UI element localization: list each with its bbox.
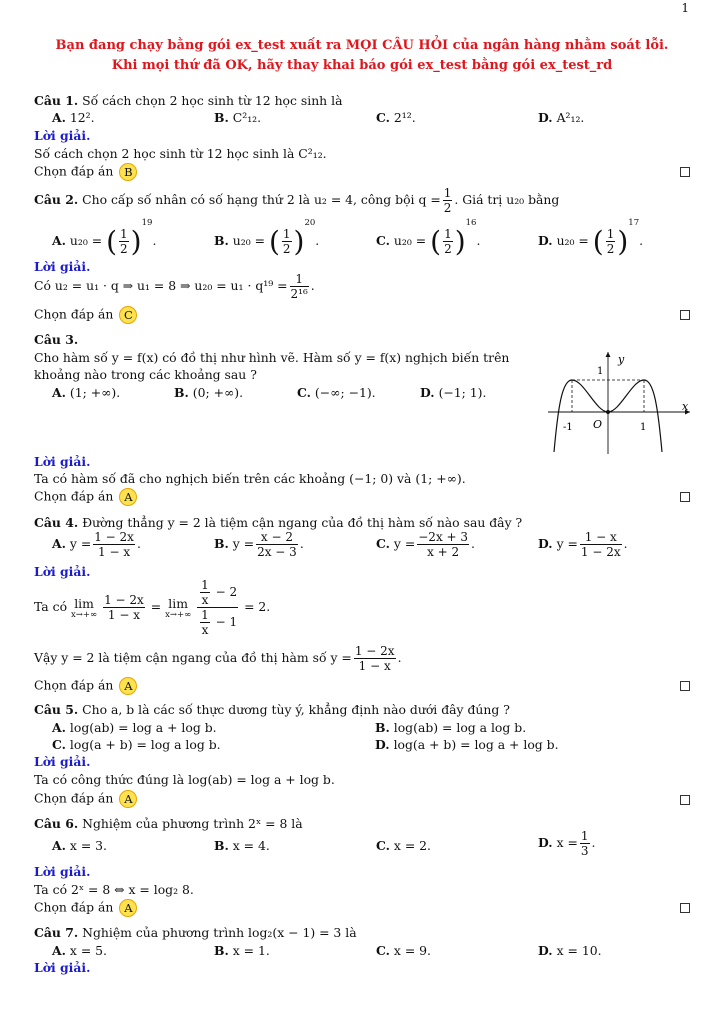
option-b: B. x = 1. xyxy=(214,943,270,958)
warning-line-2: Khi mọi thứ đã OK, hãy thay khai báo gói ex_test bằng gói ex_test_rd xyxy=(111,58,613,73)
option-a: A. (1; +∞). xyxy=(52,385,121,400)
option-d: D. A²₁₂. xyxy=(538,110,585,125)
solution-label: Lời giải. xyxy=(34,564,91,579)
question-6-stem: Câu 6. Nghiệm của phương trình 2ˣ = 8 là xyxy=(34,816,303,831)
answer-line: Chọn đáp án A xyxy=(34,488,137,506)
option-a: A. x = 5. xyxy=(52,943,107,958)
warning-line-1: Bạn đang chạy bằng gói ex_test xuất ra MỌI CÂU HỎI của ngân hàng nhằm soát lỗi. xyxy=(55,38,669,53)
option-d: D. x = 10. xyxy=(538,943,602,958)
end-box xyxy=(680,795,690,805)
x-label: x xyxy=(682,400,689,413)
solution-text: Ta có 2ˣ = 8 ⇔ x = log₂ 8. xyxy=(34,882,194,897)
question-label: Câu 1. xyxy=(34,93,79,108)
option-d: D. y = $\frac{1 - x}{1 - 2x}$ . xyxy=(538,530,628,559)
y-axis-arrow xyxy=(606,352,611,357)
solution-label: Lời giải. xyxy=(34,128,91,143)
answer-line: Chọn đáp án C xyxy=(34,306,137,324)
solution-label: Lời giải. xyxy=(34,454,91,469)
question-3-stem-1: Cho hàm số y = f(x) có đồ thị như hình vẽ. Hàm số y = f(x) nghịch biến trên xyxy=(34,350,510,365)
answer-badge: A xyxy=(119,790,137,808)
option-a: A. log(ab) = log a + log b. xyxy=(52,720,217,735)
tick-x-minus-one: -1 xyxy=(563,422,573,433)
question-4-stem: Câu 4. Đường thẳng y = 2 là tiệm cận ngang của đồ thị hàm số nào sau đây ? xyxy=(34,515,523,530)
end-box xyxy=(680,903,690,913)
option-c: C. x = 2. xyxy=(376,838,431,853)
function-graph xyxy=(544,348,694,456)
answer-badge: B xyxy=(119,163,137,181)
end-box xyxy=(680,310,690,320)
solution-label: Lời giải. xyxy=(34,754,91,769)
option-d: D. u₂₀ = ( $\frac{1}{2}$ )$^{17}$. xyxy=(538,218,644,258)
answer-badge: C xyxy=(119,306,137,324)
answer-line: Chọn đáp án A xyxy=(34,790,137,808)
option-a: A. 12². xyxy=(52,110,95,125)
option-d: D. x = $\frac{1}{3}$ . xyxy=(538,829,596,858)
option-d: D. log(a + b) = log a + log b. xyxy=(375,737,559,752)
option-b: B. (0; +∞). xyxy=(174,385,244,400)
question-1-stem xyxy=(34,93,342,108)
tick-x-one: 1 xyxy=(640,422,647,433)
y-label: y xyxy=(618,353,625,366)
solution-label: Lời giải. xyxy=(34,864,91,879)
answer-badge: A xyxy=(119,677,137,695)
answer-line: Chọn đáp án A xyxy=(34,899,137,917)
solution-conclusion: Vậy y = 2 là tiệm cận ngang của đồ thị hàm số y = $\frac{1 - 2x}{1 - x}$ . xyxy=(34,644,402,673)
answer-line: Chọn đáp án B xyxy=(34,163,137,181)
option-b: B. log(ab) = log a log b. xyxy=(375,720,527,735)
document-page xyxy=(34,0,690,1024)
option-c: C. y = $\frac{-2x + 3}{x + 2}$ . xyxy=(376,530,475,559)
option-b: B. C²₁₂. xyxy=(214,110,262,125)
solution-text: Ta có hàm số đã cho nghịch biến trên các khoảng (−1; 0) và (1; +∞). xyxy=(34,471,466,486)
question-3-stem-2: khoảng nào trong các khoảng sau ? xyxy=(34,367,257,382)
option-d: D. (−1; 1). xyxy=(420,385,487,400)
option-b: B. u₂₀ = ( $\frac{1}{2}$ )$^{20}$. xyxy=(214,218,320,258)
solution-limit: Ta có lim x→+∞ $\frac{1 - 2x}{1 - x}$ = lim x→+∞ $\frac{1}{x}$ − 2 $\frac{1}{x}$ − 1 = 2. xyxy=(34,578,271,637)
answer-badge: A xyxy=(119,488,137,506)
option-b: B. x = 4. xyxy=(214,838,270,853)
origin-label: O xyxy=(593,418,603,431)
solution-label: Lời giải. xyxy=(34,259,91,274)
option-c: C. u₂₀ = ( $\frac{1}{2}$ )$^{16}$. xyxy=(376,218,481,258)
solution-text: Có u₂ = u₁ · q ⇒ u₁ = 8 ⇒ u₂₀ = u₁ · q¹⁹ = $\frac{1}{\text{2¹⁶}}$ . xyxy=(34,272,315,301)
end-box xyxy=(680,681,690,691)
solution-label: Lời giải. xyxy=(34,960,91,975)
option-c: C. log(a + b) = log a log b. xyxy=(52,737,221,752)
answer-badge: A xyxy=(119,899,137,917)
solution-text: Số cách chọn 2 học sinh từ 12 học sinh là C²₁₂. xyxy=(34,146,327,161)
question-text: Số cách chọn 2 học sinh từ 12 học sinh là xyxy=(82,93,343,108)
option-c: C. (−∞; −1). xyxy=(297,385,376,400)
page-number: 1 xyxy=(681,1,689,15)
tick-y-one: 1 xyxy=(597,366,604,377)
end-box xyxy=(680,167,690,177)
answer-line: Chọn đáp án A xyxy=(34,677,137,695)
option-c: C. x = 9. xyxy=(376,943,431,958)
option-a: A. u₂₀ = ( $\frac{1}{2}$ )$^{19}$. xyxy=(52,218,157,258)
question-2-stem: Câu 2. Cho cấp số nhân có số hạng thứ 2 là u₂ = 4, công bội q = $\frac{1}{2}$ . Giá trị u₂₀ bằng xyxy=(34,186,560,215)
option-c: C. 2¹². xyxy=(376,110,416,125)
origin-point xyxy=(606,410,610,414)
end-box xyxy=(680,492,690,502)
question-5-stem: Câu 5. Cho a, b là các số thực dương tùy ý, khẳng định nào dưới đây đúng ? xyxy=(34,702,510,717)
option-a: A. y = $\frac{1 - 2x}{1 - x}$ . xyxy=(52,530,141,559)
question-3-label: Câu 3. xyxy=(34,332,79,347)
option-a: A. x = 3. xyxy=(52,838,107,853)
question-7-stem: Câu 7. Nghiệm của phương trình log₂(x − 1) = 3 là xyxy=(34,925,357,940)
option-b: B. y = $\frac{x - 2}{2x - 3}$ . xyxy=(214,530,304,559)
solution-text: Ta có công thức đúng là log(ab) = log a + log b. xyxy=(34,772,335,787)
